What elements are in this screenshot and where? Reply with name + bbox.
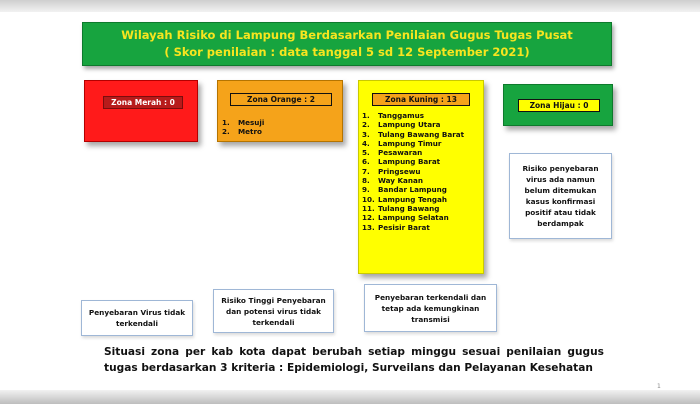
zona-kuning-list — [362, 111, 464, 232]
note-zona-orange: Risiko Tinggi Penyebaran dan potensi virus tidak terkendali — [213, 289, 334, 333]
list-item: 11. Tulang Bawang — [362, 203, 440, 213]
list-item: 1. Tanggamus — [362, 111, 424, 120]
list-item: 3. Tulang Bawang Barat — [362, 129, 465, 139]
list-item: 7. Pringsewu — [362, 166, 421, 176]
zona-orange-list — [222, 118, 264, 137]
page-number: 1 — [657, 383, 661, 390]
image-bottom-edge — [0, 390, 700, 404]
note-zona-hijau: Risiko penyebaran virus ada namun belum ditemukan kasus konfirmasi positif atau tidak berdampak — [509, 153, 612, 239]
list-item: 2. Metro — [222, 127, 262, 137]
note-zona-kuning: Penyebaran terkendali dan tetap ada kemungkinan transmisi — [364, 284, 497, 332]
footer-statement: Situasi zona per kab kota dapat berubah setiap minggu sesuai penilaian gugus tugas berdasarkan 3 kriteria : Epidemiologi, Surveilans dan Pelayanan Kesehatan — [104, 346, 604, 374]
title-banner — [82, 22, 612, 66]
zona-hijau-label: Zona Hijau : 0 — [518, 99, 600, 112]
list-item: 6. Lampung Barat — [362, 157, 441, 167]
list-item: 13. Pesisir Barat — [362, 222, 430, 232]
list-item: 8. Way Kanan — [362, 176, 423, 186]
list-item: 9. Bandar Lampung — [362, 185, 447, 195]
list-item: 10. Lampung Tengah — [362, 194, 447, 204]
list-item: 1. Mesuji — [222, 118, 265, 127]
zona-merah-box — [84, 80, 198, 142]
list-item: 12. Lampung Selatan — [362, 213, 449, 223]
list-item: 2. Lampung Utara — [362, 120, 441, 130]
zona-merah-label: Zona Merah : 0 — [103, 96, 183, 109]
title-line-1: Wilayah Risiko di Lampung Berdasarkan Penilaian Gugus Tugas Pusat — [121, 28, 573, 42]
note-zona-merah: Penyebaran Virus tidak terkendali — [81, 300, 193, 336]
zona-orange-label: Zona Orange : 2 — [230, 93, 332, 106]
list-item: 4. Lampung Timur — [362, 138, 442, 148]
list-item: 5. Pesawaran — [362, 148, 423, 158]
zona-kuning-label: Zona Kuning : 13 — [372, 93, 470, 106]
title-line-2: ( Skor penilaian : data tanggal 5 sd 12 September 2021) — [164, 45, 530, 59]
image-top-edge — [0, 0, 700, 12]
